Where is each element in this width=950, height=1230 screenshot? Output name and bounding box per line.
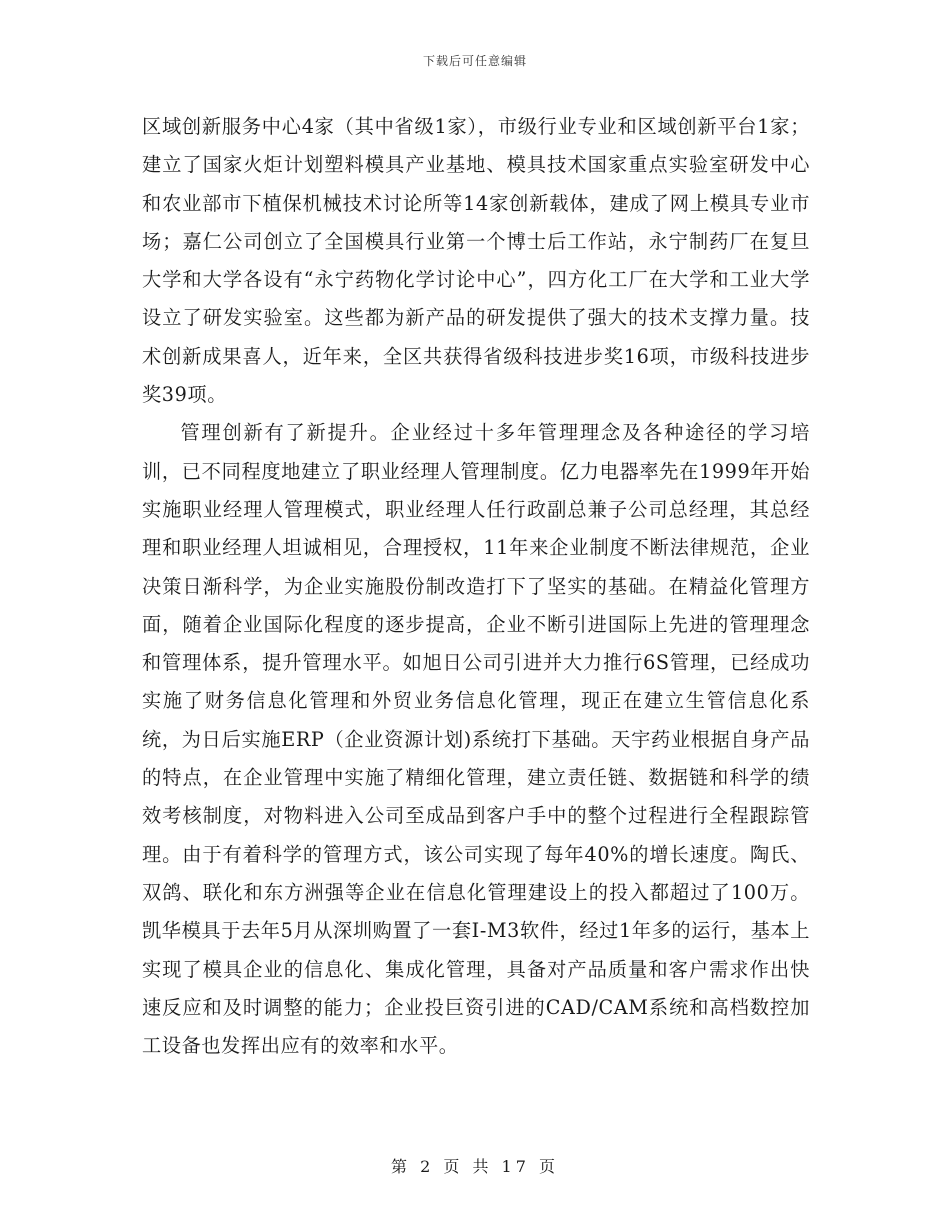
footer-middle: 页 共 bbox=[443, 1157, 493, 1176]
footer-page-number: 2 bbox=[420, 1157, 435, 1176]
footer-suffix: 页 bbox=[539, 1157, 560, 1176]
footer-prefix: 第 bbox=[390, 1157, 411, 1176]
footer-total-pages: 17 bbox=[501, 1157, 530, 1176]
body-text bbox=[142, 108, 810, 1065]
paragraph-continued: 区域创新服务中心4家（其中省级1家），市级行业专业和区域创新平台1家；建立了国家火炬计划塑料模具产业基地、模具技术国家重点实验室研发中心和农业部市下植保机械技术讨论所等14家创新载体，建成了网上模具专业市场；嘉仁公司创立了全国模具行业第一个博士后工作站，永宁制药厂在复旦大学和大学各设有“永宁药物化学讨论中心”，四方化工厂在大学和工业大学设立了研发实验室。这些都为新产品的研发提供了强大的技术支撑力量。技术创新成果喜人，近年来，全区共获得省级科技进步奖16项，市级科技进步奖39项。 bbox=[142, 115, 810, 407]
page-header: 下载后可任意编辑 bbox=[422, 54, 527, 68]
paragraph-management-innovation: 管理创新有了新提升。企业经过十多年管理理念及各种途径的学习培训，已不同程度地建立了职业经理人管理制度。亿力电器率先在1999年开始实施职业经理人管理模式，职业经理人任行政副总兼子公司总经理，其总经理和职业经理人坦诚相见，合理授权，11年来企业制度不断法律规范，企业决策日渐科学，为企业实施股份制改造打下了坚实的基础。在精益化管理方面，随着企业国际化程度的逐步提高，企业不断引进国际上先进的管理理念和管理体系，提升管理水平。如旭日公司引进并大力推行6S管理，已经成功实施了财务信息化管理和外贸业务信息化管理，现正在建立生管信息化系统，为日后实施ERP（企业资源计划)系统打下基础。天宇药业根据自身产品的特点，在企业管理中实施了精细化管理，建立责任链、数据链和科学的绩效考核制度，对物料进入公司至成品到客户手中的整个过程进行全程跟踪管理。由于有着科学的管理方式，该公司实现了每年40%的增长速度。陶氏、双鸽、联化和东方洲强等企业在信息化管理建设上的投入都超过了100万。凯华模具于去年5月从深圳购置了一套I-M3软件，经过1年多的运行，基本上实现了模具企业的信息化、集成化管理，具备对产品质量和客户需求作出快速反应和及时调整的能力；企业投巨资引进的CAD/CAM系统和高档数控加工设备也发挥出应有的效率和水平。 bbox=[142, 421, 810, 1058]
page-footer bbox=[0, 1154, 950, 1177]
